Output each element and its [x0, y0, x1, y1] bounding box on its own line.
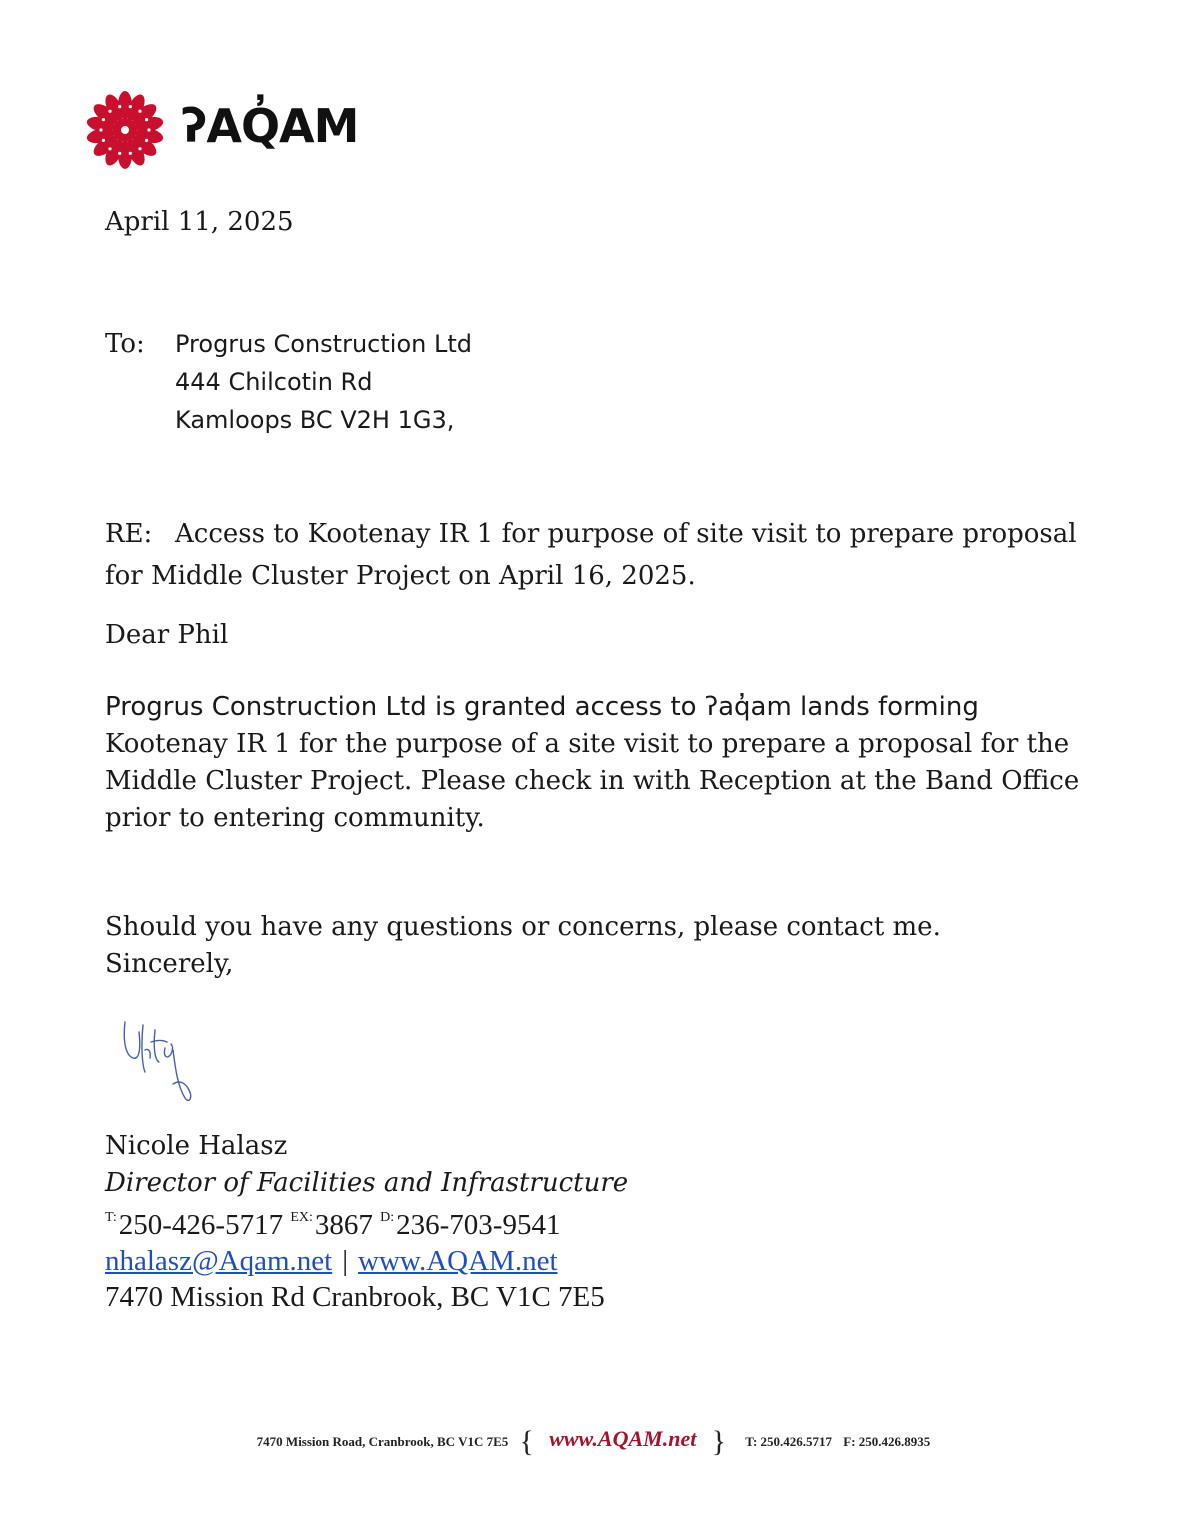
letterhead-logo [80, 85, 370, 175]
contact-block [105, 1200, 605, 1315]
letterhead-footer [0, 1425, 1187, 1459]
signer-block [105, 1128, 628, 1202]
footer-website: www.AQAM.net [549, 1426, 697, 1451]
subject-text-1: Access to Kootenay IR 1 for purpose of site visit to prepare proposal [175, 519, 1077, 549]
body-paragraph [105, 689, 1079, 837]
body-line: Progrus Construction Ltd is granted access to ʔaq̓am lands forming [105, 692, 979, 722]
direct-label: D: [380, 1210, 395, 1225]
re-label: RE: [105, 519, 153, 549]
extension: 3867 [314, 1209, 373, 1241]
recipient-name: Progrus Construction Ltd [175, 330, 472, 358]
footer-brace-close: } [711, 1425, 726, 1458]
logo-petal-dot [118, 152, 121, 155]
footer-address: 7470 Mission Road, Cranbrook, BC V1C 7E5 [256, 1434, 509, 1449]
link-separator: | [342, 1245, 349, 1277]
signer-address: 7470 Mission Rd Cranbrook, BC V1C 7E5 [105, 1281, 605, 1313]
signer-title: Director of Facilities and Infrastructure [105, 1168, 629, 1198]
logo-petal-dot [145, 139, 148, 142]
logo-petal-dot [108, 147, 111, 150]
handwritten-signature [115, 1010, 215, 1110]
email-link[interactable]: nhalasz@Aqam.net [105, 1245, 333, 1277]
logo-petal-dot [129, 152, 132, 155]
ext-label: EX: [290, 1210, 313, 1225]
body-line: Middle Cluster Project. Please check in with Reception at the Band Office [105, 766, 1080, 796]
logo-petal-dot [108, 110, 111, 113]
recipient-street: 444 Chilcotin Rd [175, 368, 373, 396]
closing-line: Should you have any questions or concerns, please contact me. [105, 912, 941, 942]
phone-label: T: [105, 1210, 117, 1225]
salutation: Dear Phil [105, 620, 229, 650]
closing [105, 909, 941, 983]
brand-name: ʔAQ̓AM [181, 99, 359, 153]
logo-petal-dot [102, 118, 105, 121]
letter-date: April 11, 2025 [105, 207, 294, 237]
logo-petal-dot [147, 128, 150, 131]
footer-brace-open: { [519, 1425, 534, 1458]
recipient-address [175, 325, 472, 439]
direct-number: 236-703-9541 [396, 1209, 561, 1241]
logo-petal-dot [138, 110, 141, 113]
flower-logo-icon [80, 85, 170, 175]
logo-petal-dot [129, 105, 132, 108]
footer-phone: T: 250.426.5717 [745, 1434, 833, 1449]
footer-fax: F: 250.426.8935 [843, 1434, 931, 1449]
recipient-city: Kamloops BC V2H 1G3, [175, 406, 455, 434]
logo-petal-dot [99, 128, 102, 131]
logo-petal-dot [138, 147, 141, 150]
sign-off: Sincerely, [105, 949, 234, 979]
logo-petal-dot [145, 118, 148, 121]
website-link[interactable]: www.AQAM.net [358, 1245, 558, 1277]
subject-text-2: for Middle Cluster Project on April 16, 2025. [105, 561, 696, 591]
logo-petal-dot [102, 139, 105, 142]
body-line: Kootenay IR 1 for the purpose of a site visit to prepare a proposal for the [105, 729, 1070, 759]
subject-line [105, 513, 1077, 597]
phone-number: 250-426-5717 [118, 1209, 284, 1241]
signer-name: Nicole Halasz [105, 1131, 288, 1161]
body-line: prior to entering community. [105, 803, 485, 833]
to-label: To: [105, 329, 145, 359]
logo-petal-dot [118, 105, 121, 108]
